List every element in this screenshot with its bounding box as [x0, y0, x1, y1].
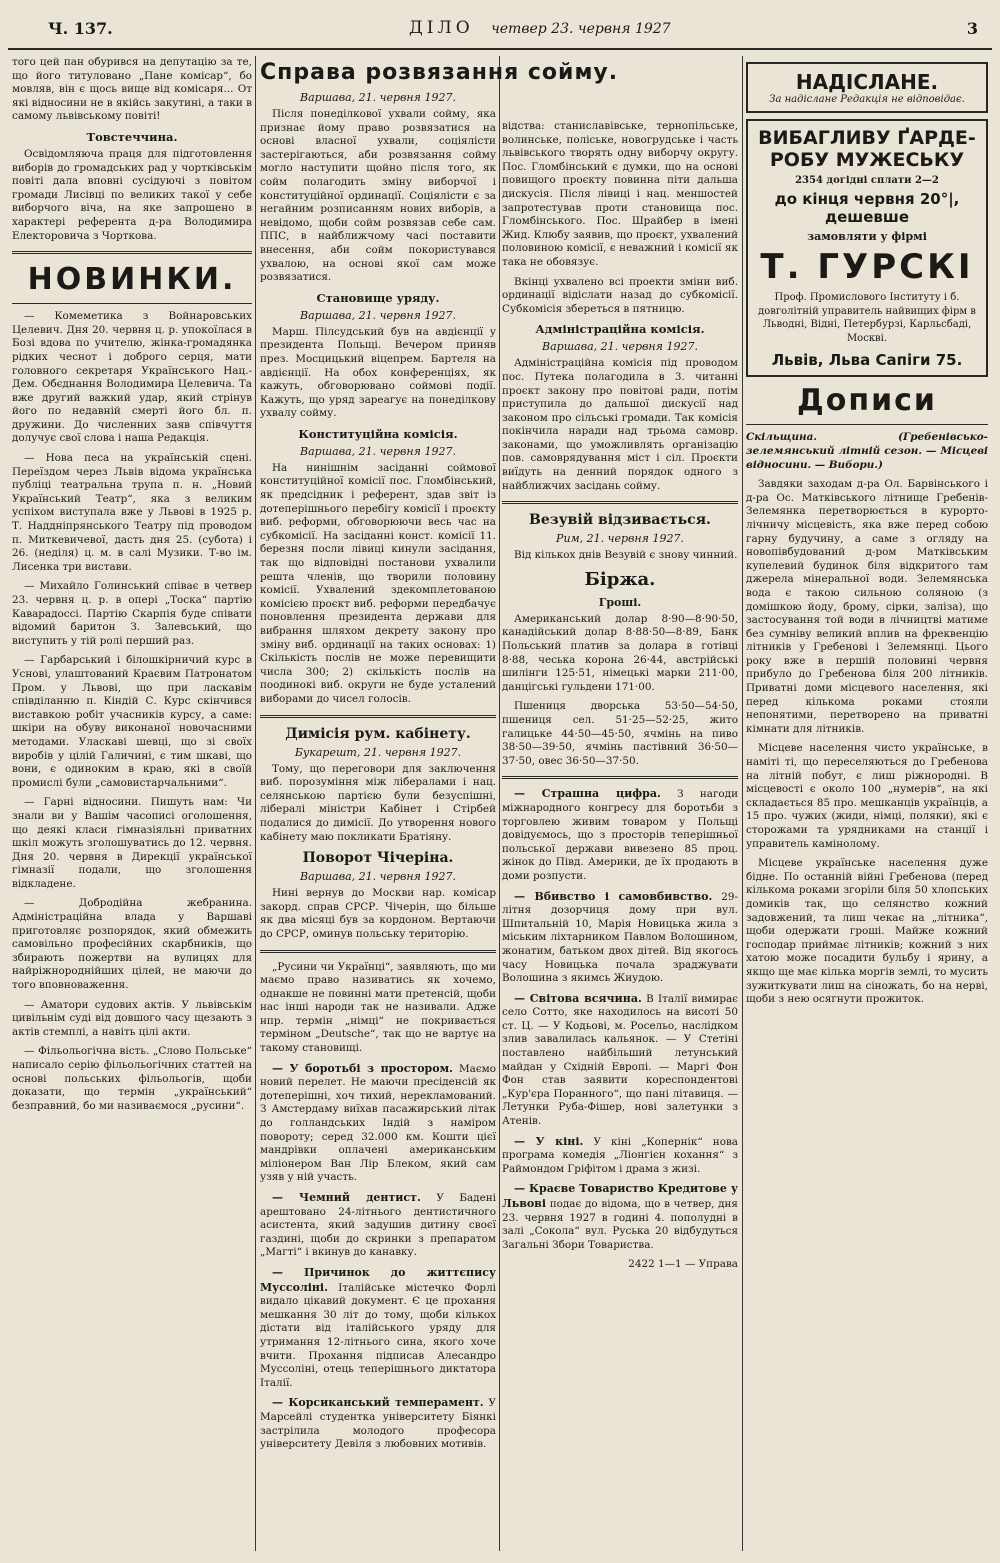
scary-heading: — Страшна цифра. [514, 787, 661, 801]
dopysy-text: Місцеве українське населення дуже бідне. По останній війні Гребенова (перед кількома роками згоріли біля 50 хлопських домиків так, що селянство кожний задовжений, та лиш чекає на „літника“, щоби одержати гроші. Майже кожний господар приймає літників; кожний з них хатою може посадити бульбу і ярину, а якщо ще має кілька моргів землі, то мусить зужиткувати лиш на сіножать, бо на нерві, щоби з нею осягнути прожиток. [746, 857, 988, 1006]
divider [260, 715, 496, 718]
chicherin-heading: Поворот Чічеріна. [302, 850, 454, 867]
mussolini-text: Італійське містечко Форлі видало цікавий документ. Є це прохання мешкання 30 літ до тому, щоби кількох дістати від італійського уряду для утримання 12-літнього сина, якого хоче вчити. Прохання підписав Алесандро Муссоліні, отець теперішнього диктатора Італії. [260, 1281, 496, 1389]
vesuvius-text: Від кількох днів Везувій є знову чинний. [514, 549, 738, 562]
news-item: — Добродійна жебранина. Адміністраційна влада у Варшаві приготовляє розпорядок, який обмежить самовільно професійних скарбників, що збирають пожертви на вулицях для найріжнороднійших цілей, не маючи до того вповноваження. [12, 897, 252, 992]
novynky-heading: НОВИНКИ. [27, 262, 237, 298]
cinema-heading: — У кіні. [514, 1134, 584, 1148]
ad-order: замовляти у фірмі [807, 230, 927, 243]
news-item: — Михайло Голинський співає в четвер 23. червня ц. р. в опері „Тоска“ партію Каварадоссі. Партію Скарпія буде співати відомий баритон З. Залевський, що виступить у тій ролі перший раз. [12, 580, 252, 647]
dateline: Варшава, 21. червня 1927. [300, 870, 456, 884]
credit-heading: — Краєве Товариство Кредитове у Львові [502, 1182, 738, 1210]
credit-number: 2422 1—1 [628, 1258, 682, 1271]
column-rule [742, 56, 743, 1551]
tovstechyna-heading: Товстеччина. [86, 129, 178, 144]
dopysy-text: Місцеве населення чисто українське, в наміті ті, що переселяються до Гребенова на літній побут, є лиш ріжнородні. В місцевості є около 100 „нумерів“, на які складається 85 про. мешканців українців, а 15 про. чужих (жиди, німці, поляки), які є сторожами та урядниками на станції і управитель камінолому. [746, 742, 988, 850]
column-1 [12, 56, 252, 1551]
vesuvius-heading: Везувій відзивається. [529, 512, 711, 529]
dateline: Варшава, 21. червня 1927. [300, 91, 456, 104]
news-item: — Нова песа на українській сцені. Переїздом через Львів відома українська публіці театральна трупа п. н. „Новий Український Театр“, яка з великим успіхом виступала вже у Львові в 1925 р. Т. Наддніпрянського Театру під проводом п. Миткевичевої, дасть дня 25. (субота) і 26. (неділя) ц. м. в салі Музики. Т-во ім. Лисенка три вистави. [12, 452, 252, 573]
murder-heading: — Вбивство і самовбивство. [514, 889, 713, 903]
news-item: — Комеметика з Войнаровських Целевич. Дня 20. червня ц. р. упокоїлася в Бозі вдова по учителю, жінка-громадянка рідких чеснот і доброго серця, мати головного секретаря Українського Нац.-Дем. Обєднання Володимира Целевича. Та вже другий важкий удар, який стрінув його по недавній смерті його бл. п. дружини. До численних заяв співчуття долучує свої слова і наша Редакція. [12, 310, 252, 445]
masthead [8, 8, 992, 50]
air-text: Маємо новий перелет. Не маючи пресіденсій як дотеперішні, хоч тихий, нерекламований. З Амстердаму виїхав пасажирський літак до голландських Індій з наміром повороту; серед 32.000 км. Кошти цієї мандрівки оплачені американським міліонером Ван Лір Блеком, який сам узяв у ній участь. [260, 1062, 497, 1184]
dateline: Букарешт, 21. червня 1927. [294, 745, 462, 759]
advertisement [746, 119, 988, 377]
news-item: — Гарні відносини. Пишуть нам: Чи знали ви у Вашім часописі оголошення, що деякі класи гімназіяльні приватних шкіл можуть зголошуватись до 12. червня. Дня 20. червня в Дирекції української гімназії подали, що зголошення відкладене. [12, 796, 252, 890]
dopysy-text: Завдяки заходам д-ра Ол. Барвінського і д-ра Ос. Матківського літнище Гребенів-Зелемянка перетворюється в курорто-лічничу місцевість, яка вже перед собою гарну будучину, а саме з огляду на новопівбудований д-ром Матківським купелевий будинок біля відкритого там джерела мінеральної води. Зелемянська вода є такою сильною соляною (з домішкою йоду, брому, сірки, заліза), що застосування той води в лічництві матиме без сумніву великий вплив на фреквенцію літників у Гребенові і Зелемянці. Цього року вже в першій половині червня прибуло до Гребенова біля 200 літників. Приватні доми місцевого населення, які перед кількома роками стояли непонятими, перетворено на приватні кімнати для літників. [746, 478, 988, 735]
column-rule [255, 56, 256, 1551]
issue-date: четвер 23. червня 1927 [491, 21, 671, 37]
murder-text: 29-літня дозорчиця дому при вул. Шпитальній 10, Марія Новицька жила з міським ліхтарником Павлом Волошином, жонатим, батьком двох дітей. Від якогось часу Новицька почала зраджувати Волошина з якимсь Жиудою. [502, 890, 738, 985]
ad-terms: 2354 догідні сплати 2—2 [795, 175, 939, 186]
issue-number: Ч. 137. [48, 18, 113, 38]
news-item: — Аматори судових актів. У львівськім цивільнім суді від довшого часу щезають з актів стемплі, а навіть цілі акти. [12, 998, 252, 1038]
dopysy-heading: Дописи [797, 383, 937, 419]
intro-paragraph: того цей пан обурився на депутацію за те, що його титуловано „Пане комісар“, бо мовляв, він є щось вище від комісаря... От які відносини не в якійсь закутині, а таки в самому львівському повіті! [12, 56, 252, 123]
main-headline: Справа розвязання сойму. [260, 60, 619, 85]
const-heading: Конституційна комісія. [298, 426, 458, 441]
rusyny-text: „Русини чи Українці“, заявляють, що ми маємо право називатись як хочемо, однакше не повинні мати претенсій, щоби нас інші народи так не називали. Адже нпр. термін „німці“ не покривається терміном „Deutsche“, так що не вартує на такому становищі. [260, 960, 496, 1055]
news-item: — Фільольогічна вість. „Слово Польське“ написало серію фільольогічних статтей на основі польських фільольогів, щоби доказати, що термін „український“ безправний, бо ми називаємося „русини“. [12, 1045, 252, 1112]
ad-firm-name: Т. ГУРСКІ [760, 247, 974, 287]
world-text: В Італії вимирає село Сотто, яке находилось на висоті 50 ст. Ц. — У Кодьові, м. Росельо, наслідком злив завалилась кальянок. — У Стетіні поставлено найбільший летунський майдан у Східній Европі. — Маргі Фон Фон став заявити кореспондентові „Кур'єра Поранного“, що пані літавиця. — Летунки Руба-Фішер, нові залетунки з Атенів. [502, 992, 738, 1128]
grain-prices: Пшениця дворська 53·50—54·50, пшениця сел. 51·25—52·25, жито галицьке 44·50—45·50, ячмінь на пиво 38·50—39·50, ячмінь пастівний 36·50—37·50, овес 36·50—37·50. [502, 700, 738, 767]
nadislane-note: За надіслане Редакція не відповідає. [769, 94, 965, 105]
column-rule [499, 56, 500, 1551]
cinema-text: У кіні „Копернік“ нова програма комедія „Ліонгієн кохання“ з Раймондом Гріфітом і драма з жизі. [502, 1135, 738, 1175]
column-3 [502, 120, 738, 1551]
birzha-heading: Біржа. [584, 568, 656, 590]
dateline: Варшава, 21. червня 1927. [542, 340, 698, 354]
divider [502, 501, 738, 504]
newspaper-page [8, 8, 992, 1556]
dateline: Варшава, 21. червня 1927. [300, 444, 456, 458]
dentist-text: У Бадені арештовано 24-літнього дентистичного асистента, який задушив дитину своєї газдині, щоби до скринки з препаратом „Магті“ і вкинув до канавку. [260, 1192, 496, 1259]
corsica-text: У Марсейлі студентка університету Біянкі застрілила молодого професора університету Девіля з любовних мотивів. [260, 1397, 496, 1451]
plenary-text: Вкінці ухвалено всі проекти зміни виб. ординації відіслати назад до субкомісії. Субкомісія збереться в пятницю. [502, 275, 738, 315]
nadislane-heading: НАДІСЛАНЕ. [795, 70, 939, 94]
corsica-heading: — Корсиканський темперамент. [272, 1396, 484, 1410]
ad-description: Проф. Промислового Інституту і б. довголітній управитель найвищих фірм в Льводні, Відні, Петербурзі, Карльсбаді, Москві. [758, 292, 976, 344]
const-text: На нинішнім засіданні соймової конституційної комісії пос. Гломбінський, як предсідник і референт, здав звіт із дотеперішнього перебігу комісії і проєкту виб. реформи, обговорюючи весь час на субкомісії. На засіданні конст. комісії 11. березня посли лівиці кинули засідання, так що відповідні постанови ухвалили решта членів, що творили половину комісії. Ухвалений здекомплетованою комісією проєкт виб. реформи передбачує поновлення президента держави для вибрання шляхом декрету закону про зміну виб. ординації на таких основах: 1) Скількість послів не може перевищити числа 300; 2) скількість послів на поодинокі виб. округи не буде усталений виборами до чисел голосів. [260, 461, 496, 705]
credit-text: подає до відома, що в четвер, дня 23. червня 1927 в годині 4. пополудні в залі „Сокола“ вул. Руська 20 відбудуться Загальні Збори Товариства. [502, 1198, 738, 1251]
gov-text: Марш. Пілсудський був на авдієнції у президента Польщі. Вечером приняв през. Мосцицький віцепрем. Бартеля на авдієнції. На обох конференціях, як кажуть, обговорювано соймові події. Кажуть, що уряд зареагує на понеділкову ухвалу сойму. [260, 325, 496, 420]
credit-sign: — Управа [684, 1258, 738, 1271]
scary-text: З нагоди міжнародного конгресу для боротьби з торговлею живим товаром у Польщі довідуємось, що з просторів теперішньої польської держави вивезено 85 проц. жінок до Півд. Америки, де їх продають в доми розпусти. [502, 788, 739, 882]
divider [12, 251, 252, 254]
divider [746, 424, 988, 425]
ad-address: Львів, Льва Сапіги 75. [771, 351, 963, 370]
nadislane-box [746, 62, 988, 113]
continued-text: відства: станиславівське, тернопільське, волинське, поліське, новогрудське і часть львівського творять одну виборчу округу. Пос. Гломбінський є думки, що на основі повищого проєкту повинна піти дальша дискусія. Після лівиці і нац. меншостей запротестував проти становища пос. Гломбінського. Пос. Шрайбер в імені Жид. Клюбу заявив, що проєкт, ухвалений половиною комісії, є неважний і комісії як така не обовязує. [502, 120, 738, 268]
paper-title: ДІЛО [408, 18, 474, 38]
currency-rates: Американський долар 8·90—8·90·50, канадійський долар 8·88·50—8·89, Банк Польський платив за долара в готівці 8·88, чеська корона 26·44, австрійські шилінги 125·51, німецькі марки 211·00, данцігські гульдени 171·00. [502, 612, 738, 693]
sejm-article-text: Після понеділкової ухвали сойму, яка признає йому право розвязатися на основі власної ухвали, соціялісти застерігаються, аби розвязання сойму могло наступити щойно після того, як сойм полагодить зміну виборчої і конституційної ординації. Соціялісти є за негайним розписанням нових виборів, а невідомо, щоби сойм розвязав себе сам. ППС, в найближчому часі поставити внесення, аби сойм покористувався ухвалою, на основі якої сам може розвязатися. [260, 108, 496, 284]
divider [260, 950, 496, 953]
admin-heading: Адміністраційна комісія. [535, 322, 705, 337]
world-heading: — Світова всячина. [514, 991, 642, 1005]
dopysy-lead: Скільщина. (Гребенівсько-зелемянський літній сезон. — Місцеві відносини. — Вибори.) [746, 431, 988, 471]
chicherin-text: Нині вернув до Москви нар. комісар закорд. справ СРСР. Чічерін, що більше як два місяці був за кордоном. Вертаючи до СРСР, оминув польську територію. [260, 887, 496, 940]
ad-discount: до кінця червня 20°|, дешевше [774, 190, 960, 226]
air-heading: — У боротьбі з простором. [272, 1061, 453, 1075]
mussolini-heading: — Причинок до життєпису Муссоліні. [260, 1265, 496, 1294]
column-4 [746, 56, 988, 1551]
dateline: Рим, 21. червня 1927. [556, 532, 684, 546]
dateline: Варшава, 21. червня 1927. [300, 308, 456, 322]
divider [502, 776, 738, 779]
ad-line: ВИБАГЛИВУ ҐАРДЕ- [758, 127, 976, 149]
romania-text: Тому, що переговори для заключення виб. порозуміння між лібералами і нац. селянською партією були безуспішні, лібералі міністри Кабінет і Стірбей подалися до димісії. До утворення нового кабінету маю покликати Братіяну. [260, 762, 496, 843]
admin-text: Адміністраційна комісія під проводом пос. Путека полагодила в 3. читанні проєкт закону про повітові ради, потім приступила до дальшої дискусії над законом про сільські громади. Так комісія покінчила наради над трьома самовр. законами, що уможливлять організацію пов. самоврядування міст і сіл. Проєкти виїдуть на денний порядок одного з найближчих засідань сойму. [502, 357, 738, 492]
page-number: 3 [966, 18, 978, 38]
romania-heading: Димісія рум. кабінету. [285, 725, 471, 742]
divider [12, 303, 252, 304]
birzha-subheading: Гроші. [598, 595, 642, 609]
news-item: — Гарбарський і білошкірничий курс в Уснові, улаштований Краєвим Патронатом Пром. у Львові, що при ласкавім співділанню п. Кіндій С. Курс скінчився виставкою робіт учасників курсу, а саме: шкіри на обуву виконаної новочасними методами. Уласкаві шевці, що зі своїх виробів у цілій Галичині, є тим шкаві, що вони, є одиноким в краю, які в своїй промислі були „самовистарчальними“. [12, 654, 252, 789]
gov-heading: Становище уряду. [316, 290, 440, 305]
tovstechyna-text: Освідомляюча праця для підготовлення виборів до громадських рад у чортківськім повіті дала вповні сусідуючі з повітом громади Лисівці по великих такої у себе виборчого віча, на яке запрошено в характері референта д-ра Володимира Електоровича з Чорткова. [12, 147, 252, 242]
dentist-heading: — Чемний дентист. [272, 1191, 421, 1204]
ad-line: РОБУ МУЖЕСЬКУ [769, 149, 965, 171]
